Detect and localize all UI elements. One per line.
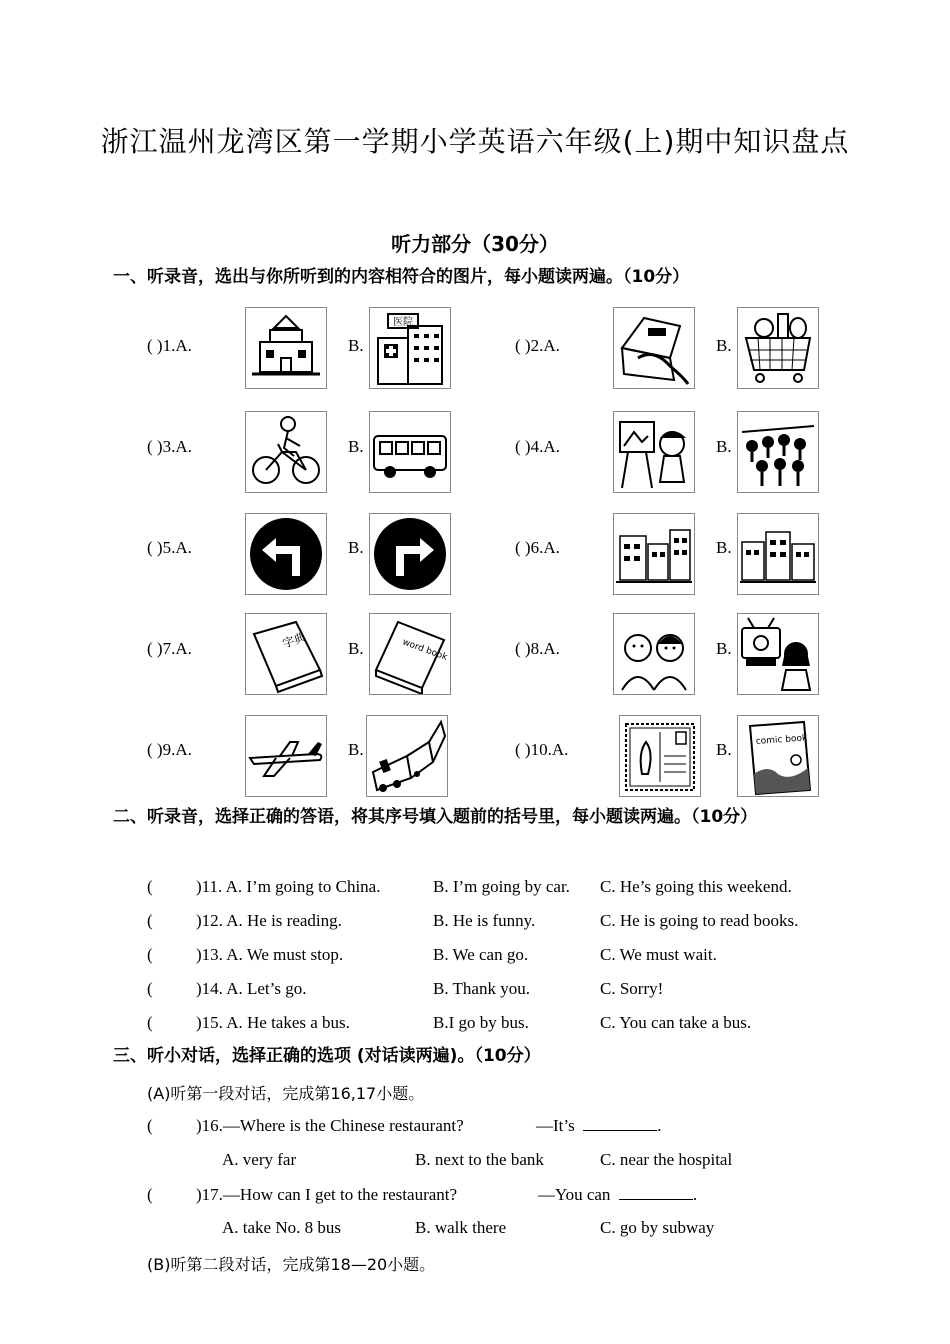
item8-b: B.	[716, 639, 732, 658]
item3-label: ( )3.A.	[147, 437, 192, 456]
q17-paren: (	[147, 1185, 153, 1204]
q17-option-c: C. go by subway	[600, 1218, 715, 1237]
turn-left-sign-icon	[245, 513, 327, 595]
q17-option-b: B. walk there	[415, 1218, 507, 1237]
comic-book-icon	[737, 715, 819, 797]
q15-paren: (	[147, 1013, 153, 1032]
shopping-cart-icon	[737, 307, 819, 389]
q16-blank[interactable]	[583, 1129, 657, 1131]
item9-b: B.	[348, 740, 364, 759]
q16-answer-prefix: —It’s	[536, 1116, 575, 1135]
item10-label: ( )10.A.	[515, 740, 569, 759]
q12-paren: (	[147, 911, 153, 930]
item4-label: ( )4.A.	[515, 437, 560, 456]
q13-paren: (	[147, 945, 153, 964]
painting-boy-icon	[613, 411, 695, 493]
q16-answer-line	[536, 1116, 661, 1136]
item5-b: B.	[348, 538, 364, 557]
word-book-icon	[369, 613, 451, 695]
hospital-text: 医院	[393, 317, 413, 328]
q17-answer-line	[538, 1185, 697, 1205]
section1-heading: 一、听录音，选出与你所听到的内容相符合的图片，每小题读两遍。（10分）	[113, 267, 690, 287]
turn-right-sign-icon	[369, 513, 451, 595]
item1-label: ( )1.A.	[147, 336, 192, 355]
q14-paren: (	[147, 979, 153, 998]
section2-heading: 二、听录音，选择正确的答语，将其序号填入题前的括号里，每小题读两遍。（10分）	[113, 807, 758, 827]
q16-option-b: B. next to the bank	[415, 1150, 544, 1169]
q16-option-c: C. near the hospital	[600, 1150, 733, 1169]
q15-c: C. You can take a bus.	[600, 1013, 752, 1032]
word-book-text: word book	[400, 637, 449, 663]
q16-paren: (	[147, 1116, 153, 1135]
bicycle-icon	[245, 411, 327, 493]
q11-c: C. He’s going this weekend.	[600, 877, 792, 896]
q16-option-a: A. very far	[222, 1150, 297, 1169]
q17-blank[interactable]	[619, 1198, 693, 1200]
item2-label: ( )2.A.	[515, 336, 560, 355]
q14-a: )14. A. Let’s go.	[196, 979, 307, 998]
q11-a: )11. A. I’m going to China.	[196, 877, 381, 896]
listening-subtitle: 听力部分（30分）	[391, 232, 559, 256]
q13-a: )13. A. We must stop.	[196, 945, 344, 964]
page-title: 浙江温州龙湾区第一学期小学英语六年级(上)期中知识盘点	[100, 125, 850, 158]
hospital-icon	[369, 307, 451, 389]
item3-b: B.	[348, 437, 364, 456]
q13-b: B. We can go.	[433, 945, 529, 964]
q12-c: C. He is going to read books.	[600, 911, 799, 930]
dictionary-icon	[245, 613, 327, 695]
q11-b: B. I’m going by car.	[433, 877, 570, 896]
partA-instruction: (A)听第一段对话，完成第16,17小题。	[147, 1084, 425, 1103]
item10-b: B.	[716, 740, 732, 759]
q17-answer-prefix: —You can	[538, 1185, 611, 1204]
q12-a: )12. A. He is reading.	[196, 911, 342, 930]
bus-icon	[369, 411, 451, 493]
postcard-icon	[619, 715, 701, 797]
q12-b: B. He is funny.	[433, 911, 536, 930]
q16-question: )16.—Where is the Chinese restaurant?	[196, 1116, 464, 1135]
q17-answer-end: .	[692, 1185, 698, 1204]
q11-paren: (	[147, 877, 153, 896]
q16-answer-end: .	[657, 1116, 662, 1135]
item1-b: B.	[348, 336, 364, 355]
item7-label: ( )7.A.	[147, 639, 192, 658]
partB-instruction: (B)听第二段对话，完成第18—20小题。	[147, 1255, 436, 1274]
girl-tv-icon	[737, 613, 819, 695]
grandparents-icon	[613, 613, 695, 695]
building-icon	[245, 307, 327, 389]
q14-b: B. Thank you.	[433, 979, 530, 998]
airplane-icon	[245, 715, 327, 797]
q15-b: B.I go by bus.	[433, 1013, 529, 1032]
item6-label: ( )6.A.	[515, 538, 560, 557]
children-group-icon	[737, 411, 819, 493]
suitcase-icon	[613, 307, 695, 389]
item9-label: ( )9.A.	[147, 740, 192, 759]
item8-label: ( )8.A.	[515, 639, 560, 658]
street-buildings-icon	[613, 513, 695, 595]
q17-option-a: A. take No. 8 bus	[222, 1218, 341, 1237]
section3-heading: 三、听小对话，选择正确的选项 (对话读两遍)。（10分）	[113, 1046, 541, 1066]
item5-label: ( )5.A.	[147, 538, 192, 557]
street-buildings-icon	[737, 513, 819, 595]
comic-book-text: comic book	[755, 733, 808, 747]
q15-a: )15. A. He takes a bus.	[196, 1013, 350, 1032]
dict-text: 字典	[280, 630, 308, 651]
item7-b: B.	[348, 639, 364, 658]
q14-c: C. Sorry!	[600, 979, 664, 998]
q13-c: C. We must wait.	[600, 945, 717, 964]
item6-b: B.	[716, 538, 732, 557]
train-icon	[366, 715, 448, 797]
item2-b: B.	[716, 336, 732, 355]
q17-question: )17.—How can I get to the restaurant?	[196, 1185, 458, 1204]
item4-b: B.	[716, 437, 732, 456]
